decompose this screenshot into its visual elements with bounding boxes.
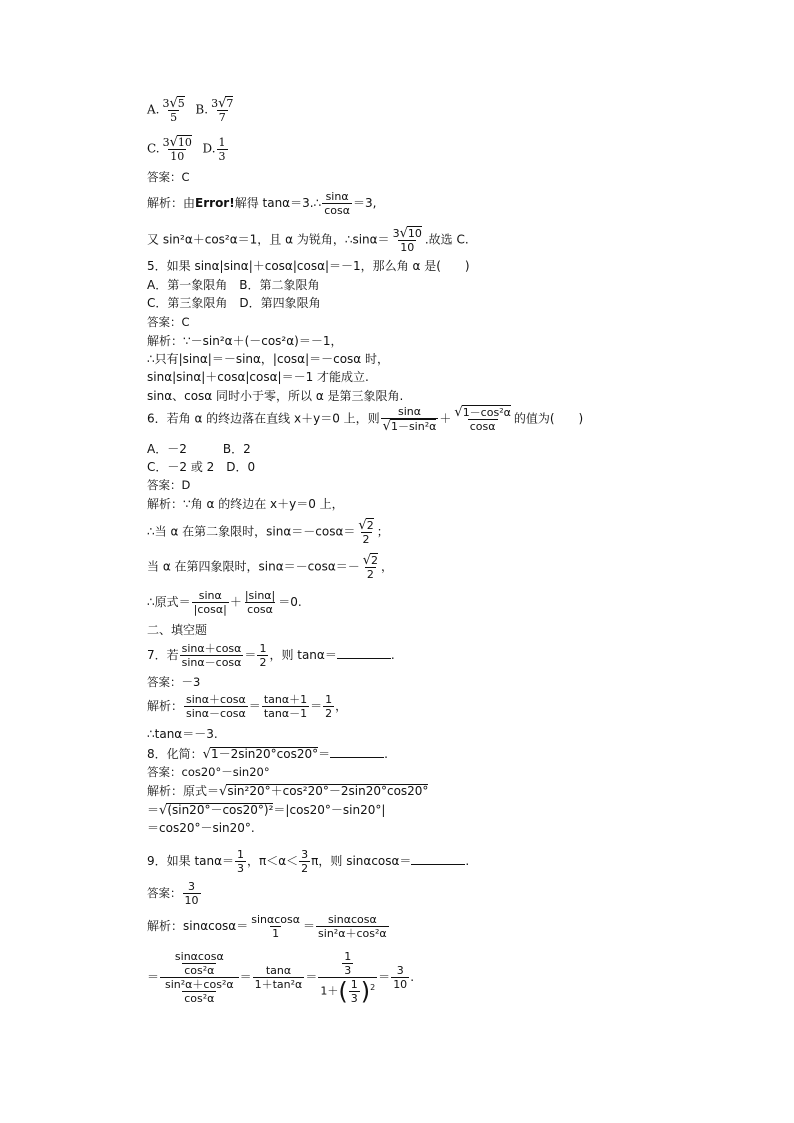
text: 3 <box>301 848 309 861</box>
text: 2 <box>301 862 309 875</box>
frac-3root5-over-5: $\frac{3√5}{5}$ <box>162 96 185 124</box>
q9-stem <box>147 848 469 875</box>
text: sin²20°＋cos²20°－2sin20°cos20° <box>227 784 429 798</box>
frac-1-over-3 <box>349 978 360 1005</box>
frac-tan <box>262 693 309 720</box>
q7-explain-1 <box>147 693 347 720</box>
text: 10 <box>393 978 408 991</box>
q9-explain-1: 解析：sinαcosα＝ $\frac{\sin\alpha\cos\alpha}{1}$ ＝ $\frac{\sin\alpha\cos\alpha}{\text{sin²α＋cos²α}}$ <box>147 913 387 940</box>
text: ＝ <box>244 648 257 662</box>
text: ＝ <box>248 699 261 713</box>
text: cosα <box>247 603 273 616</box>
q8-explain-3: ＝cos20°－sin20°. <box>147 821 255 835</box>
frac-sum-over-cos2 <box>163 978 236 1005</box>
q6-explain-1 <box>147 497 344 512</box>
q5-options-ab: A．第一象限角 B．第二象限角 <box>147 278 320 292</box>
text: .故选 C. <box>424 232 469 247</box>
frac-sin-over-cos <box>322 190 352 217</box>
text: sinαcosα <box>174 950 224 963</box>
q5-answer <box>147 315 190 330</box>
text: 3 <box>396 964 404 977</box>
text: tanα＋1 <box>263 693 308 706</box>
answer-value: C <box>181 315 190 329</box>
frac-3root10-over-10: $\frac{3√10}{10}$ <box>162 135 192 163</box>
frac-1-over-3 <box>342 950 353 977</box>
q4-explain-line1 <box>147 190 376 217</box>
text: sinα＋cosα <box>181 642 242 655</box>
answer-blank <box>337 647 391 659</box>
frac-3root10-over-10: $\frac{3√10}{10}$ <box>392 226 422 254</box>
frac-third-over-expr: $\frac{1}{3}$ 1＋( $\frac{1}{3}$ )$^2$ <box>320 950 376 1006</box>
q6-frac-2: $\frac{\text{√1－cos²α}}{\cos\alpha}$ <box>454 405 511 433</box>
text: 3 <box>350 992 358 1005</box>
text: sin²α＋cos²α <box>318 927 387 940</box>
explain-label: 解析： <box>147 497 184 511</box>
option-d-label: D. <box>202 141 216 156</box>
frac-3-over-2 <box>299 848 310 875</box>
text: sinαcosα <box>251 913 301 926</box>
text: 1 <box>325 693 333 706</box>
text: 解得 tanα＝3.∴ <box>234 196 322 210</box>
error-text: Error! <box>195 196 235 210</box>
frac-sincos-over-sum <box>316 913 389 940</box>
text: 3 <box>344 964 352 977</box>
frac-1-over-3: $\frac{1}{3}$ <box>218 135 226 163</box>
q6-explain-3 <box>147 553 393 581</box>
text: 1 <box>344 950 352 963</box>
text: sinα－cosα <box>181 656 242 669</box>
text: 6．若角 α 的终边落在直线 x＋y＝0 上，则 <box>147 411 380 426</box>
explain-label: 解析： <box>147 334 184 348</box>
frac-root2-over-2: $\frac{√2}{2}$ <box>358 518 374 546</box>
text: ∴当 α 在第二象限时，sinα＝－cosα＝ <box>147 524 356 539</box>
text: 9．如果 tanα＝ <box>147 854 235 868</box>
q4-options-cd <box>147 135 229 163</box>
frac-1-over-2 <box>257 642 268 669</box>
explain-label: 解析： <box>147 919 184 933</box>
q5-options-cd: C．第三象限角 D．第四象限角 <box>147 296 321 310</box>
text: sinα＋cosα <box>186 693 246 706</box>
numerator: sinα <box>325 190 349 203</box>
text: ∴原式＝ <box>147 595 191 609</box>
text: sinαcosα <box>327 913 377 926</box>
text: 1 <box>259 642 267 655</box>
answer-label: 答案： <box>147 765 182 779</box>
text: sinαcosα＝ <box>183 919 249 933</box>
text: ＝ <box>318 747 331 761</box>
text: ∵－sin²α＋(－cos²α)＝－1， <box>183 334 343 348</box>
q6-answer <box>147 478 190 493</box>
q6-explain-2 <box>147 518 389 546</box>
q8-stem: 8．化简：√1－2sin20°cos20°＝ . <box>147 747 388 762</box>
frac-3-over-10 <box>183 880 201 907</box>
text: 2 <box>362 533 370 546</box>
text: 10 <box>184 894 199 907</box>
text: ，π＜α＜ <box>247 854 299 868</box>
option-c-label: C. <box>147 141 160 156</box>
frac-root2-over-2: $\frac{√2}{2}$ <box>362 553 379 581</box>
q9-answer <box>147 880 202 907</box>
answer-label: 答案： <box>147 886 182 900</box>
text: ，则 tanα＝ <box>269 648 337 662</box>
text: ∵角 α 的终边在 x＋y＝0 上， <box>183 497 344 511</box>
explain-label: 解析： <box>147 784 184 798</box>
answer-label: 答案： <box>147 675 182 689</box>
text: π，则 sinαcosα＝ <box>311 854 412 868</box>
text: . <box>390 648 395 662</box>
q6-options-cd: C．－2 或 2 D．0 <box>147 460 256 474</box>
text: 2 <box>370 982 376 992</box>
q6-explain-4: ∴原式＝ $\frac{\sin\alpha}{|\cos\alpha|}$ ＋ $\frac{|\sin\alpha|}{\cos\alpha}$ ＝0. <box>147 589 302 616</box>
text: 1－2sin20°cos20° <box>210 747 319 761</box>
q7-frac <box>184 693 248 720</box>
q6-frac-1: $\frac{\sin\alpha}{\text{√1－sin²α}}$ <box>382 405 437 434</box>
frac-3root7-over-7: $\frac{3√7}{7}$ <box>211 96 234 124</box>
frac-1-over-3 <box>235 848 246 875</box>
text: tanα <box>265 964 292 977</box>
q7-explain-2: ∴tanα＝－3. <box>147 727 218 741</box>
text: 的值为( ) <box>513 411 584 426</box>
text: 1＋tan²α <box>254 978 303 991</box>
text: . <box>384 747 388 761</box>
q4-explain-line2 <box>147 226 469 254</box>
frac-1-over-2 <box>323 693 334 720</box>
text: sinα <box>198 589 222 602</box>
text: ＝0. <box>278 595 302 609</box>
text: 由 <box>183 196 196 210</box>
q7-stem <box>147 642 395 669</box>
text: 3 <box>188 880 195 893</box>
explain-label: 解析： <box>147 196 184 210</box>
text: ＝|cos20°－sin20°| <box>273 803 386 817</box>
text: |sinα| <box>244 589 276 602</box>
text: |cosα| <box>193 603 227 616</box>
q6-stem: 6．若角 α 的终边落在直线 x＋y＝0 上，则 $\frac{\sin\alpha}{\text{√1－sin²α}}$ ＋ $\frac{\text{√1－cos²α}}{\cos\alpha}$ 的值为( ) <box>147 405 584 434</box>
text: (sin20°－cos20°)² <box>167 803 274 817</box>
q8-answer <box>147 765 270 780</box>
option-b-label: B. <box>195 102 209 117</box>
q5-explain-3: sinα|sinα|＋cosα|cosα|＝－1 才能成立. <box>147 370 369 384</box>
answer-value: C <box>181 170 190 184</box>
text: 1 <box>350 978 358 991</box>
text: sinα－cosα <box>186 707 246 720</box>
q5-explain-4: sinα、cosα 同时小于零，所以 α 是第三象限角. <box>147 389 404 403</box>
q6-options-ab: A．－2 B．2 <box>147 442 251 456</box>
q7-answer <box>147 675 200 690</box>
frac-sincos-over-1 <box>249 913 302 940</box>
answer-blank <box>411 853 465 865</box>
q9-explain-2: ＝ $\frac{\frac{\sin\alpha\cos\alpha}{\text{cos²α}}}{\frac{\text{sin²α＋cos²α}}{\text{cos²α}}}$ ＝ $\frac{\tan\alpha}{\text{1＋tan²α}}$ ＝ $\frac{1}{3}$ 1＋( $\frac{1}{3}$ )$^2$ ＝ $\frac{3}{10}$ . <box>147 950 415 1006</box>
numerator: sinα <box>398 405 422 418</box>
answer-value: D <box>181 478 191 492</box>
text: 7．若 <box>147 648 179 662</box>
text: 3 <box>237 862 245 875</box>
q5-stem: 5．如果 sinα|sinα|＋cosα|cosα|＝－1，那么角 α 是( ) <box>147 259 470 273</box>
frac-tan-over-1plustan2 <box>253 964 305 991</box>
frac-3-over-10 <box>391 964 409 991</box>
text: 又 sin²α＋cos²α＝1，且 α 为锐角，∴sinα＝ <box>147 232 390 247</box>
q5-explain-1 <box>147 334 342 349</box>
q8-explain-2: ＝√(sin20°－cos20°)²＝|cos20°－sin20°| <box>147 803 386 818</box>
text: 2 <box>325 707 333 720</box>
text: . <box>465 854 470 868</box>
text: 2 <box>259 656 267 669</box>
frac-sincos-over-cos2 <box>173 950 226 977</box>
q7-frac <box>180 642 244 669</box>
option-a-label: A. <box>147 102 160 117</box>
q5-explain-2: ∴只有|sinα|＝－sinα，|cosα|＝－cosα 时， <box>147 352 390 366</box>
compound-frac <box>160 950 239 1005</box>
answer-label: 答案： <box>147 170 182 184</box>
text: 1 <box>272 927 280 940</box>
answer-label: 答案： <box>147 478 182 492</box>
frac-abs-sin-over-cos <box>243 589 277 616</box>
denominator: cosα <box>324 204 350 217</box>
text: 当 α 在第四象限时，sinα＝－cosα＝－ <box>147 559 360 574</box>
section-heading: 二、填空题 <box>147 623 208 637</box>
text: ＝ <box>147 803 160 817</box>
text: 1 <box>237 848 245 861</box>
q8-explain-1: 解析：原式＝√sin²20°＋cos²20°－2sin20°cos20° <box>147 784 429 799</box>
text: sin²α＋cos²α <box>165 978 234 991</box>
q4-options-ab <box>147 96 236 124</box>
denominator: cosα <box>469 420 496 433</box>
text: ， <box>335 699 348 713</box>
text: ， <box>381 559 394 574</box>
q4-answer <box>147 170 190 185</box>
frac-sin-over-abs-cos <box>192 589 229 616</box>
text: 1＋ <box>320 984 339 998</box>
text: ； <box>376 524 389 539</box>
text: tanα－1 <box>263 707 308 720</box>
answer-blank <box>330 746 384 758</box>
text: cos²α <box>184 964 215 977</box>
radicand: 1－sin²α <box>390 420 437 433</box>
text: 原式＝ <box>183 784 220 798</box>
text: cos²α <box>184 992 215 1005</box>
explain-label: 解析： <box>147 699 184 713</box>
radicand: 1－cos²α <box>462 406 511 419</box>
answer-value: cos20°－sin20° <box>181 765 270 779</box>
text: ＝ <box>310 699 323 713</box>
answer-value: －3 <box>181 675 201 689</box>
answer-label: 答案： <box>147 315 182 329</box>
text: 2 <box>366 568 374 581</box>
text: ＝3, <box>352 196 377 210</box>
text: 8．化简： <box>147 747 203 761</box>
